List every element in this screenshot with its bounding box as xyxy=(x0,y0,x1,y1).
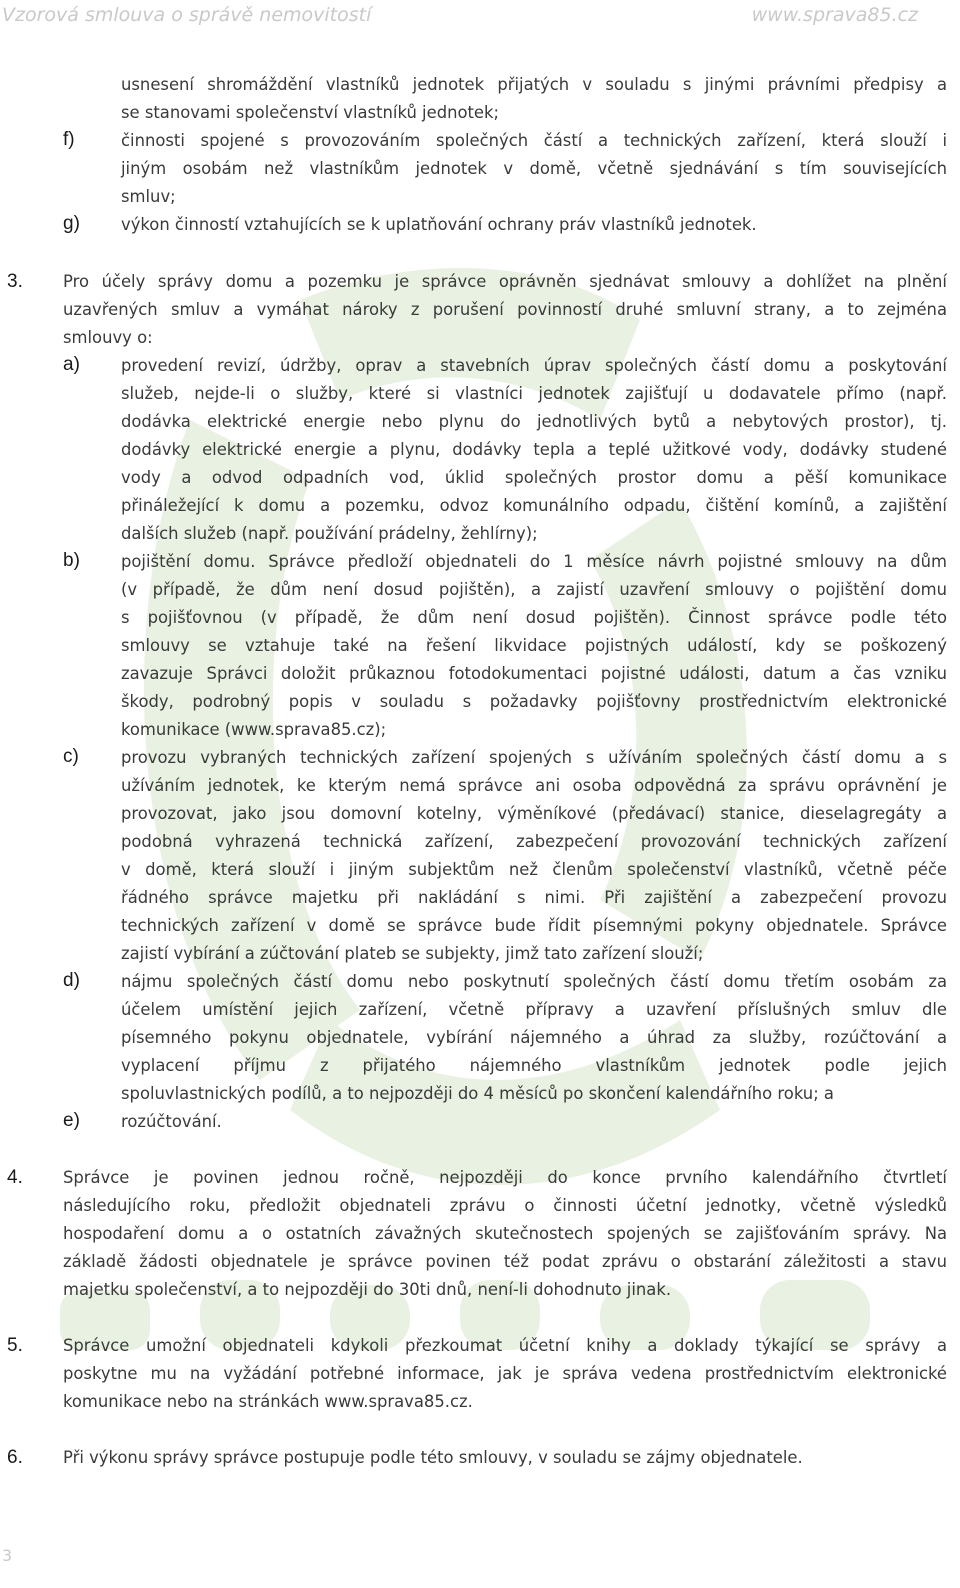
document-title: Vzorová smlouva o správě nemovitostí xyxy=(2,4,372,26)
body-line: služeb, nejde-li o služby, které si vlastníci jednotek zajišťují u dodavatele přímo (např. xyxy=(121,384,947,403)
body-line: (v případě, že dům není dosud pojištěn), a zajistí uzavření smlouvy o pojištění domu xyxy=(121,580,947,599)
body-line: s pojišťovnou (v případě, že dům není dosud pojištěn). Činnost správce podle této xyxy=(121,608,947,627)
body-line: uzavřených smluv a vymáhat nároky z porušení povinností druhé smluvní strany, a to zejména xyxy=(63,300,947,319)
body-line: se stanovami společenství vlastníků jednotek; xyxy=(121,103,500,122)
body-line: smluv; xyxy=(121,187,176,206)
item-label: f) xyxy=(63,129,75,150)
section-number: 3. xyxy=(7,271,23,292)
body-line: účelem umístění jejich zařízení, včetně přípravy a uzavření příslušných smluv dle xyxy=(121,1000,947,1019)
body-line: komunikace nebo na stránkách www.sprava85.cz. xyxy=(63,1392,473,1411)
body-line: rozúčtování. xyxy=(121,1112,222,1131)
body-line: činnosti spojené s provozováním společných částí a technických zařízení, která slouží i xyxy=(121,131,947,150)
body-line: v domě, která slouží i jiným subjektům než členům společenství vlastníků, včetně péče xyxy=(121,860,947,879)
body-line: dodávky elektrické energie a plynu, dodávky tepla a teplé užitkové vody, dodávky studené xyxy=(121,440,947,459)
body-line: písemného pokynu objednatele, vybírání nájemného a úhrad za služby, rozúčtování a xyxy=(121,1028,947,1047)
body-line: zajistí vybírání a zúčtování plateb se subjekty, jimž tato zařízení slouží; xyxy=(121,944,704,963)
body-line: základě žádosti objednatele je správce povinen též podat zprávu o obstarání záležitosti a stavu xyxy=(63,1252,947,1271)
body-line: výkon činností vztahujících se k uplatňování ochrany práv vlastníků jednotek. xyxy=(121,215,757,234)
body-line: pojištění domu. Správce předloží objednateli do 1 měsíce návrh pojistné smlouvy na dům xyxy=(121,552,947,571)
body-line: poskytne mu na vyžádání potřebné informace, jak je správa vedena prostřednictvím elektronické xyxy=(63,1364,947,1383)
body-line: provedení revizí, údržby, oprav a stavebních úprav společných částí domu a poskytování xyxy=(121,356,947,375)
body-line: usnesení shromáždění vlastníků jednotek přijatých v souladu s jinými právními předpisy a xyxy=(121,75,947,94)
body-line: Pro účely správy domu a pozemku je správce oprávněn sjednávat smlouvy a dohlížet na plnění xyxy=(63,272,947,291)
body-line: zavazuje Správci doložit průkaznou fotodokumentaci pojistné události, datum a čas vzniku xyxy=(121,664,947,683)
header-website: www.sprava85.cz xyxy=(751,4,918,26)
body-line: majetku společenství, a to nejpozději do 30ti dnů, není-li dohodnuto jinak. xyxy=(63,1280,672,1299)
section-number: 5. xyxy=(7,1335,23,1356)
body-line: dalších služeb (např. používání prádelny, žehlírny); xyxy=(121,524,538,543)
section-number: 4. xyxy=(7,1167,23,1188)
item-label: e) xyxy=(63,1110,80,1131)
item-label: g) xyxy=(63,213,80,234)
body-line: vyplacení příjmu z přijatého nájemného vlastníkům jednotek podle jejich xyxy=(121,1056,947,1075)
body-line: jiným osobám než vlastníkům jednotek v domě, včetně sjednávání s tím souvisejících xyxy=(121,159,947,178)
body-line: technických zařízení v domě se správce bude řídit písemnými pokyny objednatele. Správce xyxy=(121,916,947,935)
body-line: Správce je povinen jednou ročně, nejpozději do konce prvního kalendářního čtvrtletí xyxy=(63,1168,947,1187)
body-line: provozovat, jako jsou domovní kotelny, výměníkové (předávací) stanice, dieselagregáty a xyxy=(121,804,947,823)
body-line: hospodaření domu a o ostatních závažných skutečnostech spojených se zajišťováním správy. Na xyxy=(63,1224,947,1243)
item-label: d) xyxy=(63,970,80,991)
page-number: 3 xyxy=(2,1546,13,1565)
body-line: řádného správce majetku při nakládání s nimi. Při zajištění a zabezpečení provozu xyxy=(121,888,947,907)
body-line: nájmu společných částí domu nebo poskytnutí společných částí domu třetím osobám za xyxy=(121,972,947,991)
body-line: komunikace (www.sprava85.cz); xyxy=(121,720,387,739)
body-line: smlouvy se vztahuje také na řešení likvidace pojistných událostí, kdy se poškozený xyxy=(121,636,947,655)
body-line: provozu vybraných technických zařízení spojených s užíváním společných částí domu a s xyxy=(121,748,947,767)
body-line: Správce umožní objednateli kdykoli přezkoumat účetní knihy a doklady týkající se správy a xyxy=(63,1336,947,1355)
body-line: užíváním jednotek, ke kterým nemá správce ani osoba odpovědná za správu oprávnění je xyxy=(121,776,947,795)
body-line: smlouvy o: xyxy=(63,328,153,347)
body-line: Při výkonu správy správce postupuje podle této smlouvy, v souladu se zájmy objednatele. xyxy=(63,1448,803,1467)
section-number: 6. xyxy=(7,1447,23,1468)
body-line: vody a odvod odpadních vod, úklid společných prostor domu a pěší komunikace xyxy=(121,468,947,487)
body-line: dodávka elektrické energie nebo plynu do jednotlivých bytů a nebytových prostor), tj. xyxy=(121,412,947,431)
body-line: podobná vyhrazená technická zařízení, zabezpečení provozování technických zařízení xyxy=(121,832,947,851)
body-line: spoluvlastnických podílů, a to nejpozději do 4 měsíců po skončení kalendářního roku; a xyxy=(121,1084,834,1103)
body-line: přináležející k domu a pozemku, odvoz komunálního odpadu, čištění komínů, a zajištění xyxy=(121,496,947,515)
item-label: a) xyxy=(63,354,80,375)
item-label: b) xyxy=(63,550,80,571)
item-label: c) xyxy=(63,746,79,767)
body-line: následujícího roku, předložit objednateli zprávu o činnosti účetní jednotky, včetně výsledků xyxy=(63,1196,947,1215)
body-line: škody, podrobný popis v souladu s požadavky pojišťovny prostřednictvím elektronické xyxy=(121,692,947,711)
